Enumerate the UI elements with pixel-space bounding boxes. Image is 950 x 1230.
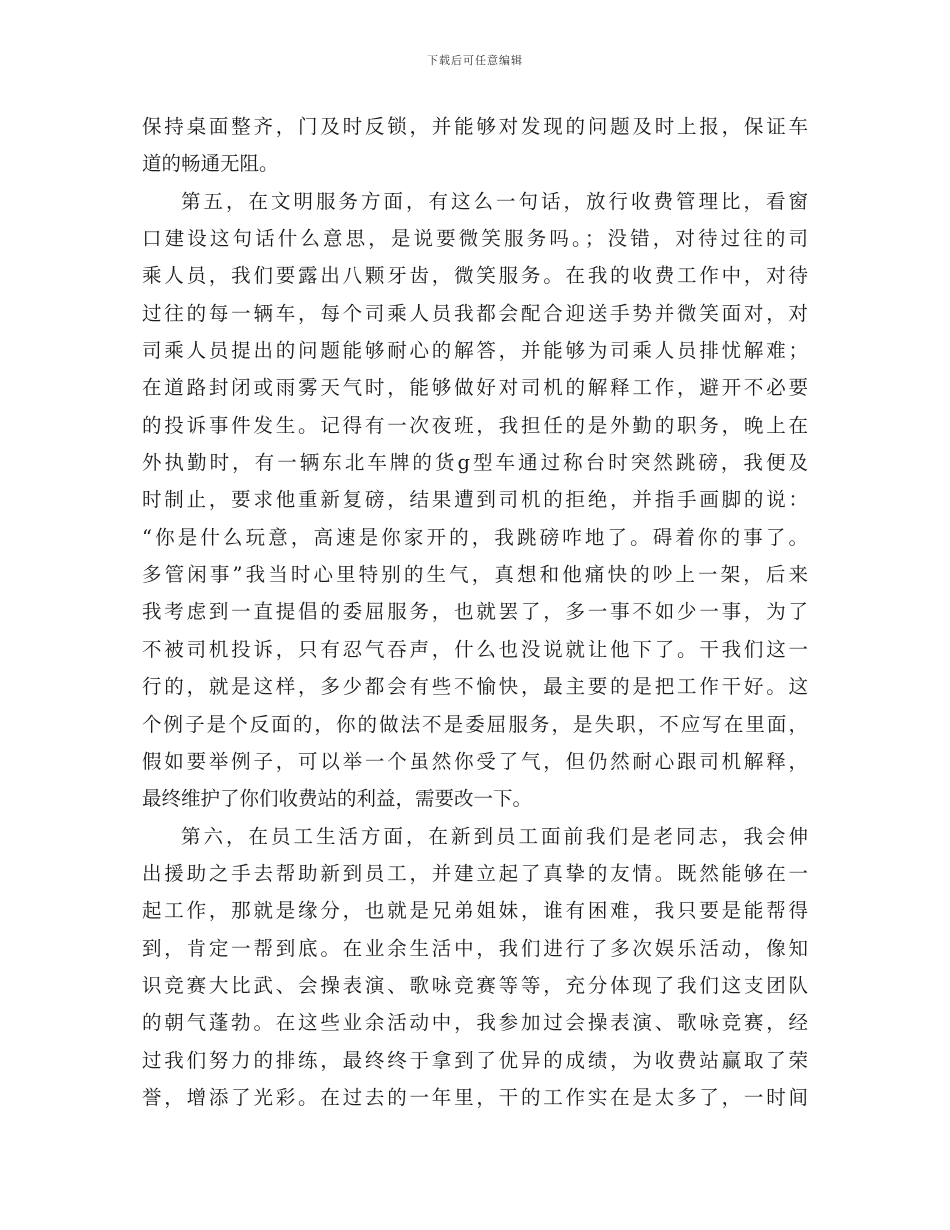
text-line: 道的畅通无阻。 [142,152,279,176]
text-line: 多管闲事”我当时心里特别的生气，真想和他痛快的吵上一架，后来 [142,563,808,587]
text-line: 过我们努力的排练，最终终于拿到了优异的成绩，为收费站赢取了荣 [142,1048,808,1072]
text-line: 乘人员，我们要露出八颗牙齿，微笑服务。在我的收费工作中，对待 [142,264,808,288]
text-line: 司乘人员提出的问题能够耐心的解答，并能够为司乘人员排忧解难； [142,339,808,363]
text-line: 过往的每一辆车，每个司乘人员我都会配合迎送手势并微笑面对，对 [142,301,808,325]
text-line: 保持桌面整齐，门及时反锁，并能够对发现的问题及时上报，保证车 [142,115,808,138]
text-line: 的投诉事件发生。记得有一次夜班，我担任的是外勤的职务，晚上在 [142,413,808,437]
paragraph-start-line: 第五，在文明服务方面，有这么一句话，放行收费管理比，看窗 [181,189,808,213]
text-line: 到，肯定一帮到底。在业余生活中，我们进行了多次娱乐活动，像知 [142,936,808,960]
text-line: 识竞赛大比武、会操表演、歌咏竞赛等等，充分体现了我们这支团队 [142,973,808,997]
text-line: 个例子是个反面的，你的做法不是委屈服务，是失职，不应写在里面， [142,712,808,736]
text-line: 时制止，要求他重新复磅，结果遭到司机的拒绝，并指手画脚的说： [142,488,808,512]
text-line: 外执勤时，有一辆东北车牌的货g型车通过称台时突然跳磅，我便及 [142,451,808,475]
text-line: 出援助之手去帮助新到员工，并建立起了真挚的友情。既然能够在一 [142,861,808,885]
text-line: 最终维护了你们收费站的利益，需要改一下。 [142,787,533,811]
document-body [142,108,808,1116]
text-line: “你是什么玩意，高速是你家开的，我跳磅咋地了。碍着你的事了。 [142,525,808,549]
paragraph-start-line: 第六，在员工生活方面，在新到员工面前我们是老同志，我会伸 [181,824,808,848]
text-line: 誉，增添了光彩。在过去的一年里，干的工作实在是太多了，一时间 [142,1085,808,1109]
text-line: 在道路封闭或雨雾天气时，能够做好对司机的解释工作，避开不必要 [142,376,808,400]
text-line: 行的，就是这样，多少都会有些不愉快，最主要的是把工作干好。这 [142,675,808,699]
text-line: 口建设这句话什么意思，是说要微笑服务吗。；没错，对待过往的司 [142,227,808,251]
text-line: 假如要举例子，可以举一个虽然你受了气，但仍然耐心跟司机解释， [142,749,808,773]
page-header: 下载后可任意编辑 [427,54,523,67]
text-line: 起工作，那就是缘分，也就是兄弟姐妹，谁有困难，我只要是能帮得 [142,899,808,923]
text-line: 的朝气蓬勃。在这些业余活动中，我参加过会操表演、歌咏竞赛，经 [142,1011,808,1035]
text-line: 我考虑到一直提倡的委屈服务，也就罢了，多一事不如少一事，为了 [142,600,808,624]
text-line: 不被司机投诉，只有忍气吞声，什么也没说就让他下了。干我们这一 [142,637,808,661]
